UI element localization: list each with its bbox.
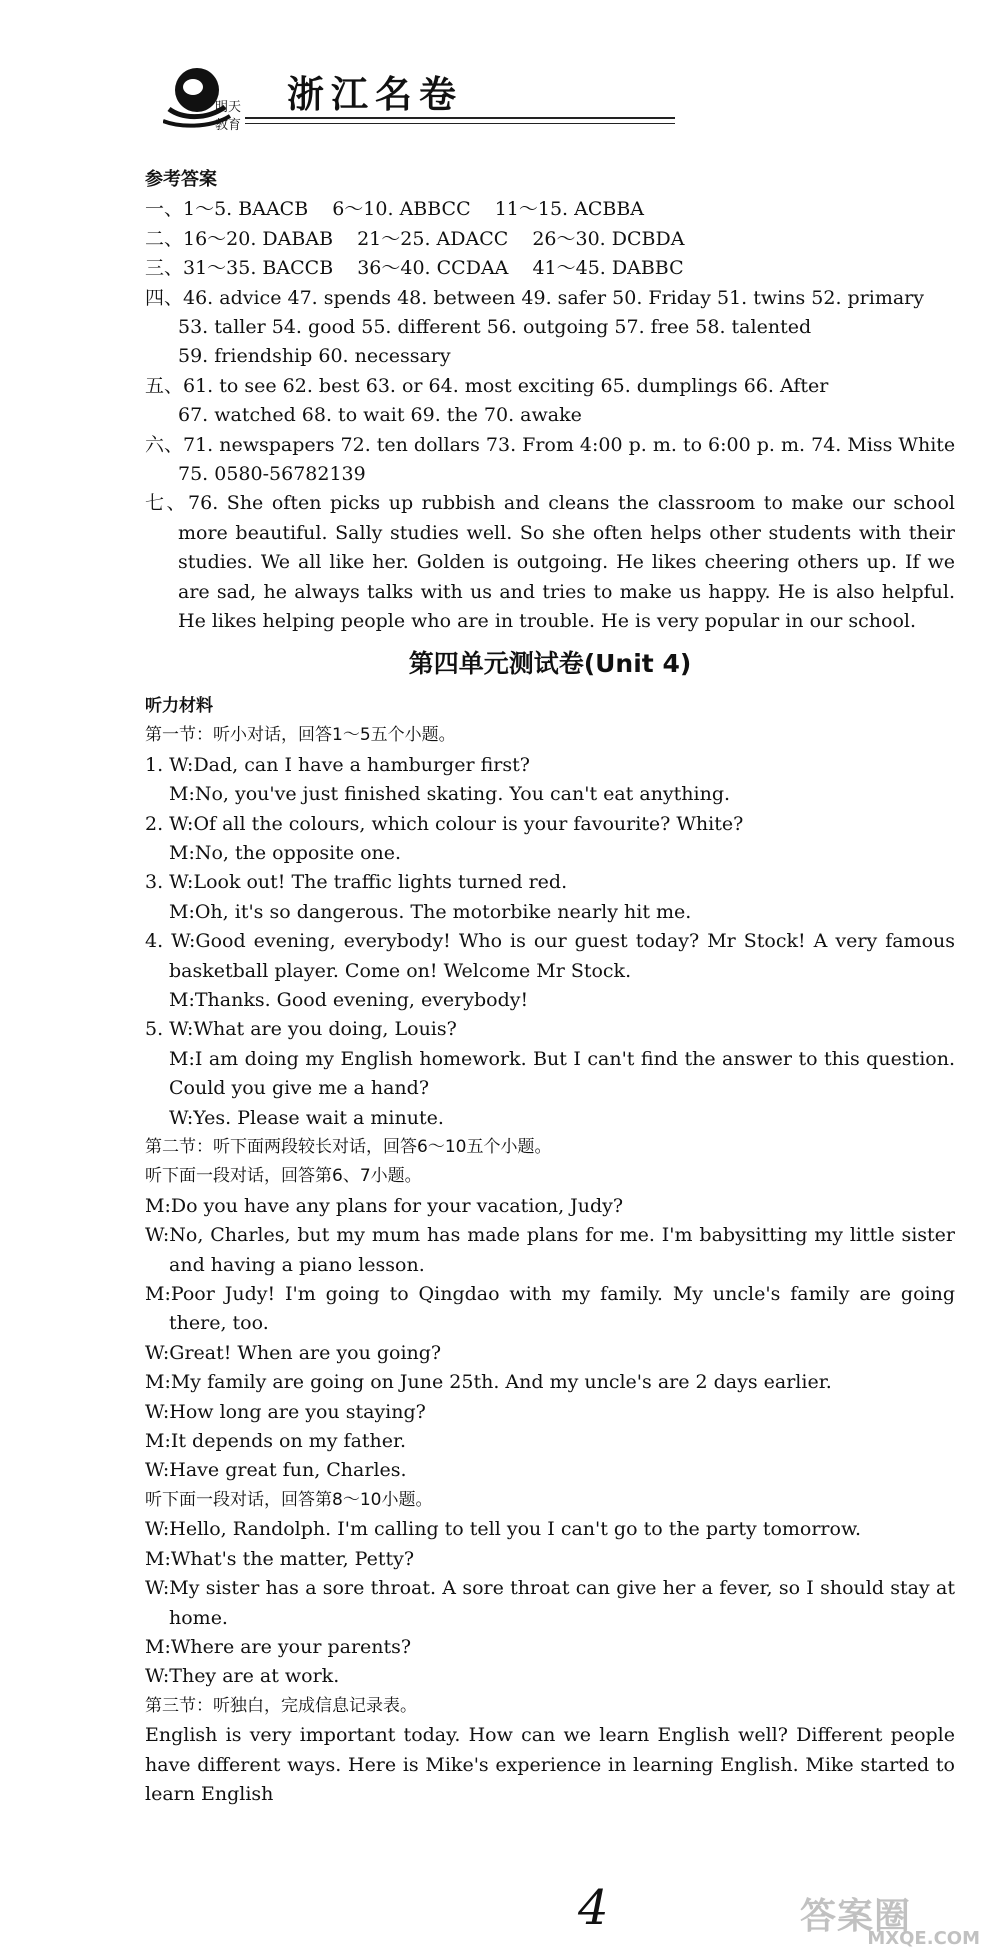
fill-line-4: 五、61. to see 62. best 63. or 64. most exciting 65. dumplings 66. After bbox=[145, 374, 829, 397]
dialog-2-line: M:Where are your parents? bbox=[145, 1635, 412, 1658]
monologue-text: English is very important today. How can we learn English well? Different people have different ways. Here is Mike's experience in learning English. Mike started to learn English bbox=[145, 1724, 955, 1805]
dialog-2-line: W:They are at work. bbox=[145, 1665, 340, 1688]
unit-title: 第四单元测试卷(Unit 4) bbox=[408, 648, 692, 678]
dialog-item-1-w: 1. W:Dad, can I have a hamburger first? bbox=[145, 753, 530, 776]
dialog-item-2-w: 2. W:Of all the colours, which colour is your favourite? White? bbox=[145, 812, 744, 835]
essay-answer: 七、76. She often picks up rubbish and cleans the classroom to make our school more beautiful. Sally studies well. So she often helps other students with their studies. We all like her. Golden is outgoing. He likes cheering others up. If we are sad, he always talks with us and tries to make us happy. He is also helpful. He likes helping people who are in trouble. He is very popular in our school. bbox=[145, 492, 955, 633]
dialog-2-line: W:My sister has a sore throat. A sore throat can give her a fever, so I should stay at home. bbox=[145, 1577, 955, 1629]
answers-title: 参考答案 bbox=[145, 169, 217, 190]
watermark bbox=[800, 1888, 980, 1950]
answer-group: 36～40. CCDAA bbox=[357, 257, 509, 280]
logo-subtitle bbox=[215, 99, 242, 135]
answer-group: 二、16～20. DABAB bbox=[145, 227, 334, 250]
fill-line-3: 59. friendship 60. necessary bbox=[178, 345, 451, 368]
fill-line-1: 四、46. advice 47. spends 48. between 49. safer 50. Friday 51. twins 52. primary bbox=[145, 286, 925, 309]
dialog-item-2-m: M:No, the opposite one. bbox=[169, 841, 402, 864]
answer-group: 21～25. ADACC bbox=[357, 227, 509, 250]
listening-section-2: 第二节：听下面两段较长对话，回答6～10五个小题。 bbox=[145, 1137, 552, 1157]
dialog-item-3-w: 3. W:Look out! The traffic lights turned red. bbox=[145, 871, 568, 894]
dialog-item-3-m: M:Oh, it's so dangerous. The motorbike nearly hit me. bbox=[169, 900, 692, 923]
logo-subtitle-line-2: 教育 bbox=[215, 118, 242, 133]
listening-section-3: 第三节：听独白，完成信息记录表。 bbox=[145, 1695, 417, 1716]
brand-title: 浙江名卷 bbox=[287, 73, 463, 116]
dialog-2-line: M:What's the matter, Petty? bbox=[145, 1547, 415, 1570]
dialog-1-line: M:My family are going on June 25th. And my uncle's are 2 days earlier. bbox=[145, 1371, 832, 1394]
answer-line-3 bbox=[145, 254, 955, 283]
fill-line-7: 75. 0580-56782139 bbox=[178, 463, 366, 486]
main-content bbox=[145, 165, 955, 1809]
listening-section-1: 第一节：听小对话，回答1～5五个小题。 bbox=[145, 725, 456, 746]
answer-group: 一、1～5. BAACB bbox=[145, 198, 309, 221]
dialog-item-1-m: M:No, you've just finished skating. You can't eat anything. bbox=[169, 783, 731, 806]
fill-line-2: 53. taller 54. good 55. different 56. outgoing 57. free 58. talented bbox=[178, 316, 812, 339]
dialog-1-intro: 听下面一段对话，回答第6、7小题。 bbox=[145, 1166, 422, 1187]
dialog-1-line: M:It depends on my father. bbox=[145, 1430, 407, 1453]
dialog-2-intro: 听下面一段对话，回答第8～10小题。 bbox=[145, 1489, 433, 1510]
dialog-1-line: W:Have great fun, Charles. bbox=[145, 1459, 407, 1482]
fill-line-5: 67. watched 68. to wait 69. the 70. awake bbox=[178, 404, 582, 427]
header-rule-thin bbox=[245, 123, 675, 124]
dialog-item-4-w: 4. W:Good evening, everybody! Who is our guest today? Mr Stock! A very famous basketball player. Come on! Welcome Mr Stock. bbox=[145, 930, 955, 982]
book-header bbox=[145, 48, 535, 138]
dialog-2-line: W:Hello, Randolph. I'm calling to tell you I can't go to the party tomorrow. bbox=[145, 1518, 862, 1541]
dialog-item-4-m: M:Thanks. Good evening, everybody! bbox=[169, 988, 529, 1011]
dialog-1-line: W:Great! When are you going? bbox=[145, 1341, 442, 1364]
dialog-item-5-m: M:I am doing my English homework. But I can't find the answer to this question. Could you give me a hand? bbox=[169, 1047, 955, 1100]
answer-line-1 bbox=[145, 195, 955, 224]
dialog-item-5-w2: W:Yes. Please wait a minute. bbox=[169, 1106, 444, 1129]
dialog-1-line: W:No, Charles, but my mum has made plans for me. I'm babysitting my little sister and having a piano lesson. bbox=[145, 1224, 955, 1276]
dialog-1-line: M:Do you have any plans for your vacation, Judy? bbox=[145, 1194, 624, 1217]
watermark-url: MXQE.COM bbox=[867, 1928, 980, 1949]
listening-title: 听力材料 bbox=[145, 695, 213, 716]
dialog-item-5-w: 5. W:What are you doing, Louis? bbox=[145, 1018, 457, 1041]
answer-group: 26～30. DCBDA bbox=[532, 227, 685, 250]
dialog-1-line: M:Poor Judy! I'm going to Qingdao with my family. My uncle's family are going there, too. bbox=[145, 1283, 955, 1335]
watermark-text: 答案圈 bbox=[800, 1896, 912, 1937]
answer-line-2 bbox=[145, 225, 955, 254]
fill-line-6: 六、71. newspapers 72. ten dollars 73. From 4:00 p. m. to 6:00 p. m. 74. Miss White bbox=[145, 433, 956, 456]
answer-group: 6～10. ABBCC bbox=[332, 198, 471, 221]
page-number: 4 bbox=[578, 1880, 609, 1936]
answer-group: 三、31～35. BACCB bbox=[145, 257, 334, 280]
dialog-1-line: W:How long are you staying? bbox=[145, 1400, 426, 1423]
answer-group: 41～45. DABBC bbox=[532, 257, 684, 280]
logo-subtitle-line-1: 明天 bbox=[215, 100, 242, 115]
header-rule bbox=[245, 117, 675, 119]
answer-group: 11～15. ACBBA bbox=[494, 198, 645, 221]
